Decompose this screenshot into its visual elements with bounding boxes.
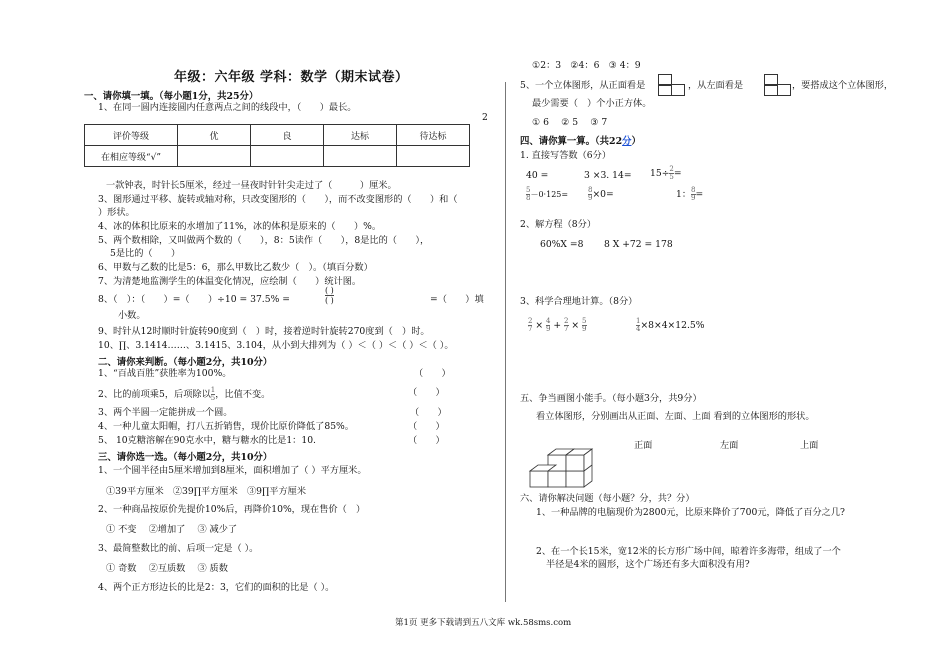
- s2-q2-text-end: ，比值不变。: [215, 389, 271, 400]
- answer-paren[interactable]: （ ）: [408, 435, 445, 446]
- section1-heading: 一、请你填一填。（每小题1分，共25分）: [84, 91, 259, 102]
- s3-q5: 5、一个立体图形，从正面看是: [520, 80, 646, 91]
- answer-paren[interactable]: （ ）: [408, 387, 445, 398]
- fraction: $\frac{8}{9}$: [691, 186, 696, 202]
- problem-2: 2、在一个长15米，宽12米的长方形广场中间，晾着许多海带，组成了一个: [536, 546, 841, 557]
- s2-q2: [98, 387, 270, 402]
- evaluation-table: [84, 124, 470, 167]
- section6-heading: 六、请你解决问题（每小题？分，共？分）: [520, 493, 695, 504]
- label-top: 上面: [800, 440, 819, 451]
- fraction: $\frac{8}{9}$: [588, 186, 593, 202]
- fraction: $\frac{2}{7}$: [528, 317, 533, 333]
- s1-q6: 6、甲数与乙数的比是5：6，那么甲数比乙数少（ ）。（填百分数）: [98, 262, 373, 273]
- fraction-numerator: ( ): [325, 286, 334, 295]
- section3-heading: 三、请你选一选。（每小题2分，共10分）: [98, 452, 273, 463]
- s3-q1-options: ①39平方厘米 ②39∏平方厘米 ③9∏平方厘米: [106, 486, 307, 497]
- s3-q3-options: ① 奇数 ②互质数 ③ 质数: [106, 563, 228, 574]
- s2-q5: 5、 10克糖溶解在90克水中，糖与糖水的比是1：10.: [98, 435, 316, 446]
- s1-q1: 1、在同一圆内连接圆内任意两点之间的线段中，（ ）最长。: [98, 102, 357, 113]
- section5-desc: 看立体图形，分别画出从正面、左面、上面 看到的立体图形的形状。: [536, 411, 815, 422]
- table-cell: 良: [251, 125, 324, 146]
- page-footer: 第1页 更多下载请到五八文库 wk.58sms.com: [395, 618, 572, 628]
- fraction: $\frac{5}{9}$: [582, 317, 587, 333]
- s3-q5-options: ① 6 ② 5 ③ 7: [532, 117, 608, 128]
- fraction-denominator: ( ): [325, 296, 334, 305]
- s1-q8-cont: =（ ）填: [430, 294, 484, 305]
- table-cell[interactable]: [178, 146, 251, 167]
- page-title: 年级：六年级 学科：数学（期末试卷）: [174, 70, 409, 85]
- calc-expr-2: $\frac{1}{4}$ ×8×4×12.5%: [636, 317, 705, 333]
- calc-item: 1： $\frac{8}{9}$ =: [676, 186, 704, 202]
- label-left: 左面: [720, 440, 739, 451]
- fraction: $\frac{5}{8}$: [526, 186, 531, 202]
- fraction: $\frac{1}{4}$: [636, 317, 641, 333]
- table-cell: 优: [178, 125, 251, 146]
- calc-item: 15÷ $\frac{2}{5}$ =: [650, 165, 682, 181]
- s3-q4-options: ①2：3 ②4：6 ③ 4：9: [532, 60, 641, 71]
- s1-q3: 3、图形通过平移、旋转或轴对称，只改变图形的（ ），而不改变图形的（ ）和（: [98, 194, 458, 205]
- calc-direct-heading: 1. 直接写答数（6分）: [520, 150, 612, 161]
- problem-2-cont: 半径是4米的圆形，这个广场还有多大面积没有用?: [546, 559, 750, 570]
- s1-q3-cont: ）形状。: [98, 207, 135, 218]
- s1-q9: 9、时针从12时顺时针旋转90度到（ ）时，接着逆时针旋转270度到（ ）时。: [98, 326, 430, 337]
- s1-q5-cont: 5是比的（ ）: [110, 248, 181, 259]
- solid-figure: [528, 444, 608, 490]
- s1-q8-end: 小数。: [118, 310, 146, 321]
- s3-q4: 4、两个正方形边长的比是2：3，它们的面积的比是（ ）。: [98, 582, 335, 593]
- table-cell: 在相应等级“√”: [85, 146, 178, 167]
- s2-q2-text: 2、比的前项乘5，后项除以: [98, 389, 211, 400]
- s1-q2: 一款钟表，时针长5厘米，经过一昼夜时针针尖走过了（ ）厘米。: [106, 180, 397, 191]
- equation-1: 60%X =8: [540, 239, 584, 250]
- s3-q3: 3、最简整数比的前、后项一定是（ ）。: [98, 543, 259, 554]
- s1-q5: 5、两个数相除，又叫做两个数的（ ），8：5读作（ ），8是比的（ ），: [98, 235, 430, 246]
- s3-q5-end: ，要搭成这个立体图形，: [792, 80, 894, 91]
- table-cell: 达标: [324, 125, 397, 146]
- s3-q2-options: ① 不变 ②增加了 ③ 减少了: [106, 524, 238, 535]
- score-link[interactable]: 分: [622, 136, 632, 147]
- calc-expr-1: $\frac{2}{7}$ × $\frac{4}{9}$ + $\frac{2}{7}$ × $\frac{5}{9}$: [528, 317, 587, 333]
- page-number: 2: [482, 112, 488, 123]
- column-divider: [505, 82, 506, 602]
- fraction: $\frac{2}{7}$: [564, 317, 569, 333]
- s3-q2: 2、一种商品按原价先提价10%后，再降价10%，现在售价（ ）: [98, 504, 366, 515]
- calc-item: 40 =: [526, 170, 549, 181]
- s1-q10: 10、∏、3.1414……、3.1415、3.104，从小到大排列为（ ）＜（ ）＜（ ）＜（ ）。: [98, 340, 454, 351]
- s3-q1: 1、一个圆半径由5厘米增加到8厘米，面积增加了（ ）平方厘米。: [98, 465, 367, 476]
- fraction: $\frac{4}{9}$: [546, 317, 551, 333]
- table-cell[interactable]: [397, 146, 470, 167]
- answer-paren[interactable]: （ ）: [408, 421, 445, 432]
- equation-2: 8 X +72 = 178: [604, 239, 673, 250]
- calc-item: $\frac{8}{9}$ ×0=: [588, 186, 614, 202]
- calc-item: 3 ×3. 14=: [584, 170, 632, 181]
- s1-q8-fraction: [325, 286, 334, 305]
- calc-smart-heading: 3、科学合理地计算。（8分）: [520, 296, 638, 307]
- s2-q4: 4、一种儿童太阳帽，打八五折销售，现价比原价降低了85%。: [98, 421, 354, 432]
- table-cell[interactable]: [324, 146, 397, 167]
- s1-q4: 4、冰的体积比原来的水增加了11%，冰的体积是原来的（ ）%。: [98, 221, 382, 232]
- label-front: 正面: [634, 440, 653, 451]
- section5-heading: 五、争当画图小能手。（每小题3分，共9分）: [520, 393, 702, 404]
- front-view-figure: [658, 74, 686, 94]
- table-cell[interactable]: [251, 146, 324, 167]
- s3-q5-cont: 最少需要（ ）个小正方体。: [532, 98, 652, 109]
- table-cell: 评价等级: [85, 125, 178, 146]
- fraction: $\frac{2}{5}$: [669, 165, 674, 181]
- section4-heading: 四、请你算一算。（共22分）: [520, 136, 641, 147]
- fraction: $\frac{1}{5}$: [210, 386, 216, 402]
- s1-q7: 7、为清楚地监测学生的体温变化情况，应绘制（ ）统计图。: [98, 276, 362, 287]
- s1-q8: 8、（ ）：（ ）=（ ）÷10 = 37.5% =: [98, 294, 290, 305]
- equation-heading: 2、解方程（8分）: [520, 219, 597, 230]
- problem-1: 1、一种品牌的电脑现价为2800元，比原来降价了700元，降低了百分之几?: [536, 507, 845, 518]
- table-cell: 待达标: [397, 125, 470, 146]
- s3-q5-mid: ，从左面看是: [688, 80, 744, 91]
- s2-q3: 3、两个半圆一定能拼成一个圆。: [98, 407, 233, 418]
- left-view-figure: [764, 74, 792, 94]
- answer-paren[interactable]: （ ）: [410, 407, 447, 418]
- section2-heading: 二、请你来判断。（每小题2分，共10分）: [98, 357, 273, 368]
- s2-q1: 1、“百战百胜”获胜率为100%。: [98, 368, 232, 379]
- answer-paren[interactable]: （ ）: [414, 368, 451, 379]
- calc-item: $\frac{5}{8}$ －0·125=: [526, 186, 569, 202]
